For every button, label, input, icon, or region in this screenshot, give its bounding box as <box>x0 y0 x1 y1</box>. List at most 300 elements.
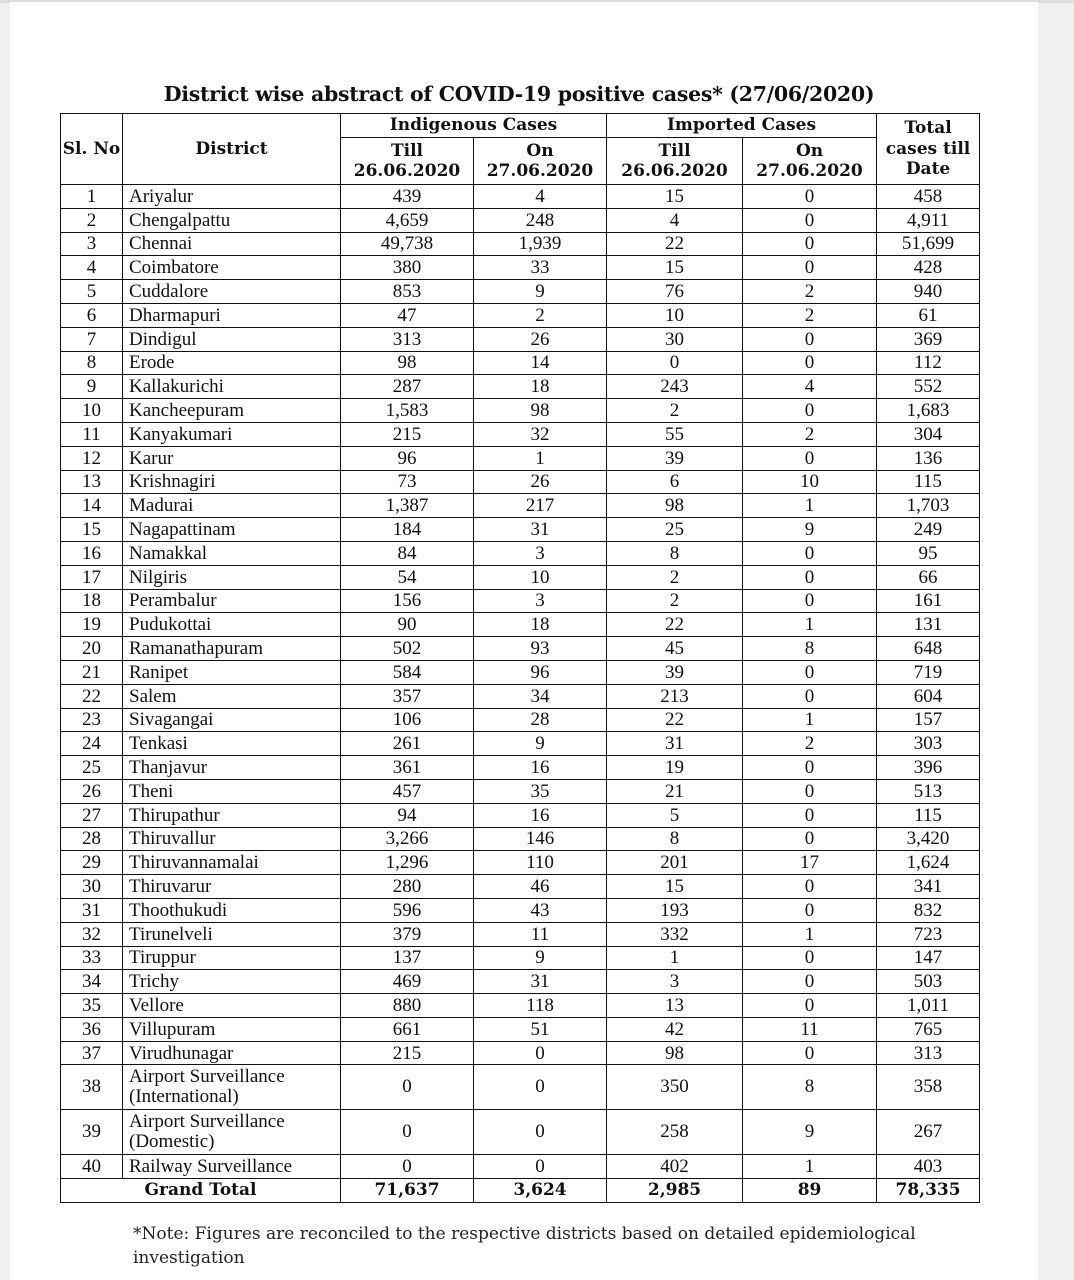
cell-total: 66 <box>877 565 980 589</box>
grand-total-ind-on: 3,624 <box>474 1179 607 1203</box>
cell-ind-till: 0 <box>341 1110 474 1155</box>
cell-ind-on: 43 <box>474 898 607 922</box>
cell-district: Tirunelveli <box>123 922 341 946</box>
table-row <box>61 732 980 756</box>
cell-imp-till: 22 <box>607 708 743 732</box>
cell-sl-no: 28 <box>61 827 123 851</box>
table-row <box>61 232 980 256</box>
cell-total: 249 <box>877 518 980 542</box>
cell-total: 1,683 <box>877 399 980 423</box>
cell-imp-till: 21 <box>607 779 743 803</box>
cell-ind-till: 261 <box>341 732 474 756</box>
cell-district: Coimbatore <box>123 256 341 280</box>
cell-total: 604 <box>877 684 980 708</box>
cell-sl-no: 15 <box>61 518 123 542</box>
cell-sl-no: 30 <box>61 875 123 899</box>
cell-district: Cuddalore <box>123 280 341 304</box>
header-imported: Imported Cases <box>607 114 877 138</box>
table-row <box>61 613 980 637</box>
cell-imp-on: 0 <box>743 827 877 851</box>
cell-total: 304 <box>877 422 980 446</box>
cell-ind-till: 47 <box>341 303 474 327</box>
cell-ind-on: 93 <box>474 637 607 661</box>
table-row <box>61 994 980 1018</box>
cell-ind-till: 853 <box>341 280 474 304</box>
cell-imp-on: 0 <box>743 970 877 994</box>
cell-imp-till: 243 <box>607 375 743 399</box>
cell-imp-till: 402 <box>607 1155 743 1179</box>
grand-total-total: 78,335 <box>877 1179 980 1203</box>
cell-imp-till: 98 <box>607 494 743 518</box>
cell-imp-on: 0 <box>743 898 877 922</box>
cell-imp-on: 2 <box>743 732 877 756</box>
cell-imp-on: 2 <box>743 422 877 446</box>
cell-ind-till: 584 <box>341 660 474 684</box>
cell-ind-till: 361 <box>341 756 474 780</box>
cell-imp-till: 25 <box>607 518 743 542</box>
cell-ind-till: 457 <box>341 779 474 803</box>
cell-ind-on: 248 <box>474 208 607 232</box>
table-row <box>61 280 980 304</box>
cell-ind-on: 26 <box>474 327 607 351</box>
cell-sl-no: 13 <box>61 470 123 494</box>
cell-sl-no: 1 <box>61 185 123 209</box>
cell-ind-till: 3,266 <box>341 827 474 851</box>
cell-imp-on: 0 <box>743 589 877 613</box>
cell-imp-till: 0 <box>607 351 743 375</box>
cell-ind-till: 156 <box>341 589 474 613</box>
cell-imp-till: 15 <box>607 185 743 209</box>
cell-district: Karur <box>123 446 341 470</box>
cell-total: 161 <box>877 589 980 613</box>
table-row <box>61 256 980 280</box>
header-imported-on: On 27.06.2020 <box>743 138 877 185</box>
cell-sl-no: 12 <box>61 446 123 470</box>
cell-imp-till: 22 <box>607 232 743 256</box>
cell-total: 358 <box>877 1065 980 1110</box>
cell-ind-till: 439 <box>341 185 474 209</box>
cell-ind-till: 880 <box>341 994 474 1018</box>
cell-imp-on: 0 <box>743 256 877 280</box>
cell-sl-no: 24 <box>61 732 123 756</box>
cell-imp-on: 8 <box>743 637 877 661</box>
cell-sl-no: 31 <box>61 898 123 922</box>
cell-imp-on: 2 <box>743 303 877 327</box>
cell-sl-no: 10 <box>61 399 123 423</box>
cell-ind-till: 98 <box>341 351 474 375</box>
cell-sl-no: 20 <box>61 637 123 661</box>
cell-district: Thirupathur <box>123 803 341 827</box>
cell-imp-till: 5 <box>607 803 743 827</box>
cell-ind-till: 137 <box>341 946 474 970</box>
cell-ind-till: 502 <box>341 637 474 661</box>
cell-total: 4,911 <box>877 208 980 232</box>
cell-total: 341 <box>877 875 980 899</box>
table-row <box>61 922 980 946</box>
cell-imp-till: 55 <box>607 422 743 446</box>
table-row <box>61 946 980 970</box>
cell-sl-no: 14 <box>61 494 123 518</box>
table-row <box>61 660 980 684</box>
cell-total: 267 <box>877 1110 980 1155</box>
cell-imp-till: 201 <box>607 851 743 875</box>
cell-total: 940 <box>877 280 980 304</box>
cell-ind-on: 18 <box>474 375 607 399</box>
cell-district: Sivagangai <box>123 708 341 732</box>
header-district: District <box>123 114 341 185</box>
cell-imp-on: 0 <box>743 541 877 565</box>
cell-sl-no: 36 <box>61 1017 123 1041</box>
cell-imp-on: 1 <box>743 613 877 637</box>
cell-total: 396 <box>877 756 980 780</box>
cell-imp-on: 8 <box>743 1065 877 1110</box>
cell-ind-till: 280 <box>341 875 474 899</box>
cell-imp-on: 0 <box>743 779 877 803</box>
cell-total: 303 <box>877 732 980 756</box>
cell-ind-till: 1,387 <box>341 494 474 518</box>
table-row <box>61 851 980 875</box>
cell-ind-on: 34 <box>474 684 607 708</box>
cell-imp-till: 15 <box>607 875 743 899</box>
cell-imp-till: 350 <box>607 1065 743 1110</box>
cell-ind-on: 1 <box>474 446 607 470</box>
cell-total: 765 <box>877 1017 980 1041</box>
cell-ind-on: 98 <box>474 399 607 423</box>
cell-ind-till: 96 <box>341 446 474 470</box>
cell-ind-on: 16 <box>474 756 607 780</box>
table-row <box>61 1065 980 1110</box>
table-row <box>61 827 980 851</box>
cell-district: Kanyakumari <box>123 422 341 446</box>
document-title: District wise abstract of COVID-19 positive cases* (27/06/2020) <box>163 82 875 106</box>
cell-district: Salem <box>123 684 341 708</box>
header-sl-no: Sl. No <box>61 114 123 185</box>
cell-ind-on: 31 <box>474 518 607 542</box>
cell-sl-no: 7 <box>61 327 123 351</box>
grand-total-imp-till: 2,985 <box>607 1179 743 1203</box>
cell-ind-till: 94 <box>341 803 474 827</box>
cell-ind-till: 596 <box>341 898 474 922</box>
cell-ind-on: 31 <box>474 970 607 994</box>
cell-ind-on: 118 <box>474 994 607 1018</box>
cell-total: 136 <box>877 446 980 470</box>
cell-ind-till: 49,738 <box>341 232 474 256</box>
cell-sl-no: 26 <box>61 779 123 803</box>
cell-imp-till: 15 <box>607 256 743 280</box>
table-row <box>61 1155 980 1179</box>
cell-district: Thiruvarur <box>123 875 341 899</box>
cell-district: Dharmapuri <box>123 303 341 327</box>
cell-ind-on: 0 <box>474 1155 607 1179</box>
cell-ind-till: 380 <box>341 256 474 280</box>
cell-total: 458 <box>877 185 980 209</box>
cell-imp-till: 332 <box>607 922 743 946</box>
cell-imp-on: 0 <box>743 875 877 899</box>
cell-imp-on: 1 <box>743 708 877 732</box>
cell-sl-no: 25 <box>61 756 123 780</box>
cell-ind-on: 4 <box>474 185 607 209</box>
cell-district: Madurai <box>123 494 341 518</box>
cell-imp-on: 0 <box>743 327 877 351</box>
cell-total: 1,011 <box>877 994 980 1018</box>
cell-district: Chengalpattu <box>123 208 341 232</box>
cell-ind-on: 0 <box>474 1065 607 1110</box>
cell-district: Namakkal <box>123 541 341 565</box>
cell-sl-no: 5 <box>61 280 123 304</box>
cell-ind-on: 26 <box>474 470 607 494</box>
cell-district: Perambalur <box>123 589 341 613</box>
table-row <box>61 422 980 446</box>
cell-district: Vellore <box>123 994 341 1018</box>
table-row <box>61 208 980 232</box>
table-body <box>61 185 980 1179</box>
cell-ind-till: 469 <box>341 970 474 994</box>
cell-ind-till: 1,296 <box>341 851 474 875</box>
cell-sl-no: 34 <box>61 970 123 994</box>
header-total: Total cases till Date <box>877 114 980 185</box>
table-row <box>61 637 980 661</box>
cell-ind-till: 106 <box>341 708 474 732</box>
cell-imp-on: 1 <box>743 922 877 946</box>
table-row <box>61 1110 980 1155</box>
cell-sl-no: 33 <box>61 946 123 970</box>
cell-district: Virudhunagar <box>123 1041 341 1065</box>
cell-ind-on: 9 <box>474 732 607 756</box>
cell-ind-on: 2 <box>474 303 607 327</box>
cell-imp-on: 4 <box>743 375 877 399</box>
cell-ind-on: 3 <box>474 541 607 565</box>
cell-ind-till: 184 <box>341 518 474 542</box>
cell-imp-till: 2 <box>607 565 743 589</box>
cell-ind-till: 84 <box>341 541 474 565</box>
cell-sl-no: 16 <box>61 541 123 565</box>
table-row <box>61 875 980 899</box>
cell-district: Dindigul <box>123 327 341 351</box>
cell-district: Airport Surveillance (Domestic) <box>123 1110 341 1155</box>
cell-sl-no: 17 <box>61 565 123 589</box>
cell-ind-till: 357 <box>341 684 474 708</box>
grand-total-label: Grand Total <box>61 1179 341 1203</box>
cell-ind-till: 73 <box>341 470 474 494</box>
cell-imp-till: 98 <box>607 1041 743 1065</box>
cell-ind-till: 215 <box>341 422 474 446</box>
cell-sl-no: 32 <box>61 922 123 946</box>
cell-district: Trichy <box>123 970 341 994</box>
table-row <box>61 970 980 994</box>
cell-district: Nilgiris <box>123 565 341 589</box>
cell-district: Kallakurichi <box>123 375 341 399</box>
cell-imp-on: 0 <box>743 803 877 827</box>
table-row <box>61 898 980 922</box>
cell-imp-till: 42 <box>607 1017 743 1041</box>
cell-ind-on: 96 <box>474 660 607 684</box>
cell-total: 1,624 <box>877 851 980 875</box>
cell-total: 719 <box>877 660 980 684</box>
cell-ind-on: 14 <box>474 351 607 375</box>
cell-sl-no: 6 <box>61 303 123 327</box>
cell-imp-till: 13 <box>607 994 743 1018</box>
cell-imp-till: 4 <box>607 208 743 232</box>
cell-imp-on: 0 <box>743 684 877 708</box>
cell-total: 648 <box>877 637 980 661</box>
cell-district: Nagapattinam <box>123 518 341 542</box>
table-row <box>61 779 980 803</box>
cell-ind-till: 1,583 <box>341 399 474 423</box>
cell-sl-no: 38 <box>61 1065 123 1110</box>
cell-imp-on: 2 <box>743 280 877 304</box>
cell-sl-no: 39 <box>61 1110 123 1155</box>
header-indigenous-till: Till 26.06.2020 <box>341 138 474 185</box>
table-row <box>61 351 980 375</box>
cell-ind-on: 32 <box>474 422 607 446</box>
cell-sl-no: 9 <box>61 375 123 399</box>
cell-total: 95 <box>877 541 980 565</box>
cell-ind-till: 661 <box>341 1017 474 1041</box>
cell-imp-on: 0 <box>743 232 877 256</box>
cell-sl-no: 35 <box>61 994 123 1018</box>
cell-district: Erode <box>123 351 341 375</box>
cell-district: Thanjavur <box>123 756 341 780</box>
cell-sl-no: 23 <box>61 708 123 732</box>
cell-sl-no: 40 <box>61 1155 123 1179</box>
table-row <box>61 494 980 518</box>
cell-district: Airport Surveillance (International) <box>123 1065 341 1110</box>
cell-ind-on: 3 <box>474 589 607 613</box>
cell-district: Tenkasi <box>123 732 341 756</box>
cell-ind-till: 90 <box>341 613 474 637</box>
cell-total: 61 <box>877 303 980 327</box>
cell-sl-no: 21 <box>61 660 123 684</box>
cell-ind-on: 110 <box>474 851 607 875</box>
cell-total: 513 <box>877 779 980 803</box>
cell-imp-on: 9 <box>743 518 877 542</box>
table-row <box>61 756 980 780</box>
cell-sl-no: 8 <box>61 351 123 375</box>
cell-imp-on: 1 <box>743 1155 877 1179</box>
cell-ind-on: 33 <box>474 256 607 280</box>
cell-imp-till: 3 <box>607 970 743 994</box>
table-row <box>61 470 980 494</box>
grand-total-row <box>61 1179 980 1203</box>
cell-district: Pudukottai <box>123 613 341 637</box>
table-row <box>61 803 980 827</box>
cell-imp-on: 0 <box>743 351 877 375</box>
header-indigenous-on: On 27.06.2020 <box>474 138 607 185</box>
cell-total: 112 <box>877 351 980 375</box>
cell-district: Chennai <box>123 232 341 256</box>
cell-district: Railway Surveillance <box>123 1155 341 1179</box>
cell-total: 313 <box>877 1041 980 1065</box>
cell-sl-no: 18 <box>61 589 123 613</box>
cell-ind-on: 11 <box>474 922 607 946</box>
grand-total-imp-on: 89 <box>743 1179 877 1203</box>
cell-imp-till: 2 <box>607 589 743 613</box>
cell-imp-till: 30 <box>607 327 743 351</box>
cell-imp-till: 8 <box>607 827 743 851</box>
cell-district: Ariyalur <box>123 185 341 209</box>
cell-total: 503 <box>877 970 980 994</box>
table-row <box>61 708 980 732</box>
cell-ind-till: 379 <box>341 922 474 946</box>
table-row <box>61 541 980 565</box>
cell-total: 723 <box>877 922 980 946</box>
cell-ind-till: 313 <box>341 327 474 351</box>
cell-imp-till: 76 <box>607 280 743 304</box>
table-row <box>61 446 980 470</box>
cell-district: Krishnagiri <box>123 470 341 494</box>
cell-imp-on: 0 <box>743 994 877 1018</box>
cell-imp-on: 0 <box>743 565 877 589</box>
cell-sl-no: 4 <box>61 256 123 280</box>
cell-sl-no: 37 <box>61 1041 123 1065</box>
cell-total: 147 <box>877 946 980 970</box>
cell-imp-on: 1 <box>743 494 877 518</box>
cell-district: Thiruvallur <box>123 827 341 851</box>
cell-imp-on: 0 <box>743 660 877 684</box>
grand-total-ind-till: 71,637 <box>341 1179 474 1203</box>
cell-ind-till: 215 <box>341 1041 474 1065</box>
cell-total: 403 <box>877 1155 980 1179</box>
cell-ind-till: 4,659 <box>341 208 474 232</box>
cell-ind-on: 217 <box>474 494 607 518</box>
table-row <box>61 565 980 589</box>
cell-imp-till: 6 <box>607 470 743 494</box>
cell-ind-on: 146 <box>474 827 607 851</box>
cell-ind-on: 0 <box>474 1110 607 1155</box>
cell-ind-on: 46 <box>474 875 607 899</box>
cell-total: 3,420 <box>877 827 980 851</box>
cell-imp-till: 19 <box>607 756 743 780</box>
cell-district: Thiruvannamalai <box>123 851 341 875</box>
table-row <box>61 589 980 613</box>
table-row <box>61 375 980 399</box>
cell-district: Ramanathapuram <box>123 637 341 661</box>
cell-total: 157 <box>877 708 980 732</box>
table-row <box>61 518 980 542</box>
cell-imp-on: 17 <box>743 851 877 875</box>
cell-ind-on: 0 <box>474 1041 607 1065</box>
cell-total: 832 <box>877 898 980 922</box>
cell-imp-till: 31 <box>607 732 743 756</box>
cell-ind-on: 9 <box>474 280 607 304</box>
cell-imp-on: 0 <box>743 399 877 423</box>
cell-ind-on: 18 <box>474 613 607 637</box>
table-row <box>61 1041 980 1065</box>
table-row <box>61 327 980 351</box>
cell-district: Theni <box>123 779 341 803</box>
header-indigenous: Indigenous Cases <box>341 114 607 138</box>
cell-district: Villupuram <box>123 1017 341 1041</box>
cell-ind-till: 54 <box>341 565 474 589</box>
cell-imp-till: 1 <box>607 946 743 970</box>
cell-imp-on: 10 <box>743 470 877 494</box>
cell-imp-on: 11 <box>743 1017 877 1041</box>
cell-imp-till: 10 <box>607 303 743 327</box>
cell-ind-on: 16 <box>474 803 607 827</box>
cell-total: 552 <box>877 375 980 399</box>
cell-imp-till: 39 <box>607 446 743 470</box>
cell-imp-till: 8 <box>607 541 743 565</box>
cell-total: 1,703 <box>877 494 980 518</box>
cell-district: Ranipet <box>123 660 341 684</box>
cell-ind-till: 0 <box>341 1155 474 1179</box>
cell-imp-till: 258 <box>607 1110 743 1155</box>
table-row <box>61 1017 980 1041</box>
cell-ind-on: 51 <box>474 1017 607 1041</box>
cell-imp-till: 22 <box>607 613 743 637</box>
cell-ind-on: 1,939 <box>474 232 607 256</box>
cell-imp-on: 0 <box>743 946 877 970</box>
